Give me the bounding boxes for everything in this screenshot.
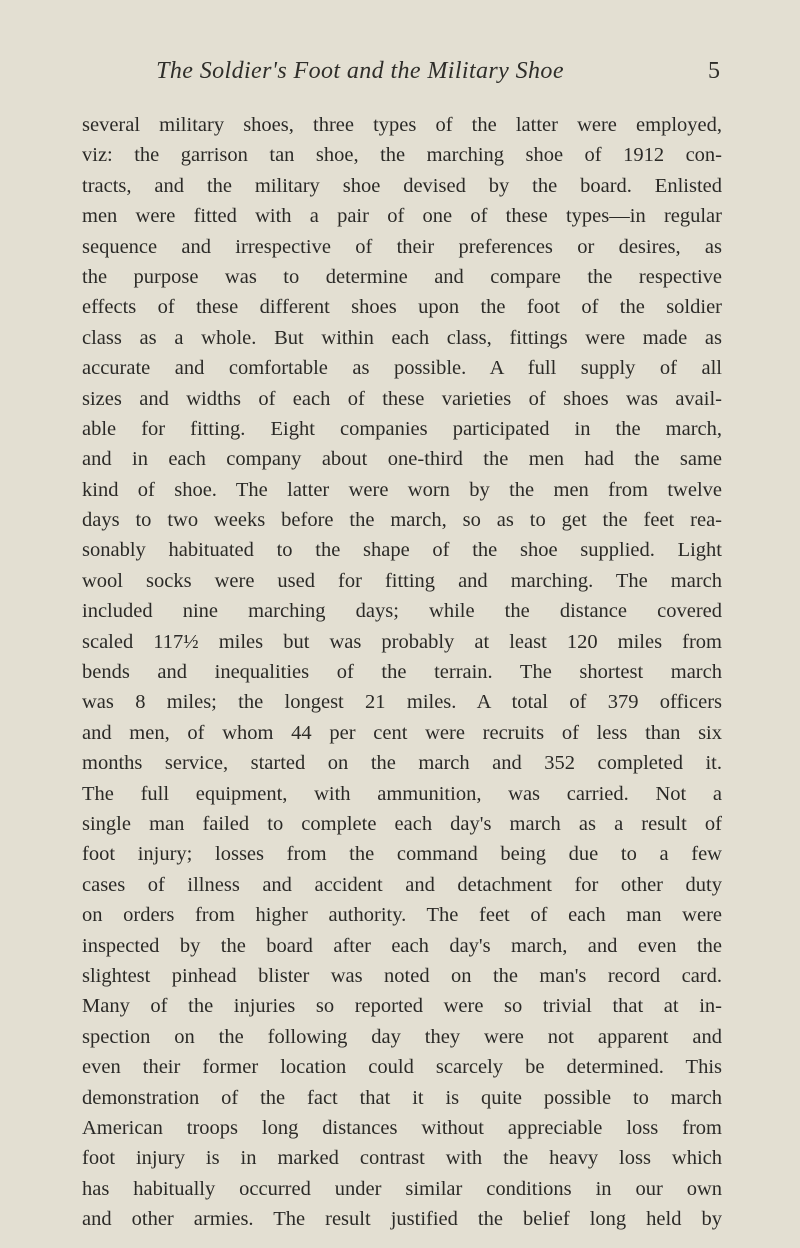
text-line: several military shoes, three types of the latter were employed, [82,114,722,136]
text-line: foot injury; losses from the command being due to a few [82,843,722,866]
text-line: and other armies. The result justified the belief long held by [82,1208,722,1231]
text-line: effects of these different shoes upon the foot of the soldier [82,296,722,319]
text-line: single man failed to complete each day's march as a result of [82,812,722,835]
text-line: men were fitted with a pair of one of these types—in regular [82,205,722,228]
text-line: tracts, and the military shoe devised by the board. Enlisted [82,174,722,197]
text-line: was 8 miles; the longest 21 miles. A total of 379 officers [82,691,722,714]
text-line: and in each company about one-third the men had the same [82,448,722,471]
text-line: American troops long distances without appreciable loss from [82,1116,722,1139]
text-line: demonstration of the fact that it is quite possible to march [82,1086,722,1109]
body-paragraph [82,110,722,1234]
text-line: The full equipment, with ammunition, was carried. Not a [82,782,722,805]
text-line: viz: the garrison tan shoe, the marching shoe of 1912 con- [82,144,722,167]
text-line: included nine marching days; while the distance covered [82,600,722,623]
text-line: inspected by the board after each day's march, and even the [82,934,722,957]
text-line: on orders from higher authority. The feet of each man were [82,904,722,927]
text-line: sizes and widths of each of these varieties of shoes was avail- [82,387,722,410]
text-line: scaled 117½ miles but was probably at least 120 miles from [82,630,722,653]
text-line: months service, started on the march and 352 completed it. [82,752,722,775]
running-head-title: The Soldier's Foot and the Military Shoe [156,58,564,84]
text-line: has habitually occurred under similar conditions in our own [82,1177,722,1200]
text-line: foot injury is in marked contrast with the heavy loss which [82,1147,722,1170]
text-line: cases of illness and accident and detachment for other duty [82,873,722,896]
text-line: spection on the following day they were not apparent and [82,1025,722,1048]
text-line: even their former location could scarcely be determined. This [82,1056,722,1079]
text-line: Many of the injuries so reported were so trivial that at in- [82,995,722,1018]
text-line: sequence and irrespective of their preferences or desires, as [82,235,722,258]
text-line: sonably habituated to the shape of the shoe supplied. Light [82,539,722,562]
text-line: accurate and comfortable as possible. A full supply of all [82,357,722,380]
text-line: bends and inequalities of the terrain. The shortest march [82,661,722,684]
text-line: and men, of whom 44 per cent were recruits of less than six [82,721,722,744]
page-number: 5 [708,58,720,84]
text-line: kind of shoe. The latter were worn by the men from twelve [82,478,722,501]
text-line: able for fitting. Eight companies participated in the march, [82,417,722,440]
text-line: days to two weeks before the march, so as to get the feet rea- [82,509,722,532]
text-line: the purpose was to determine and compare the respective [82,265,722,288]
text-line: class as a whole. But within each class, fittings were made as [82,326,722,349]
text-line: slightest pinhead blister was noted on the man's record card. [82,964,722,987]
text-line: wool socks were used for fitting and marching. The march [82,569,722,592]
